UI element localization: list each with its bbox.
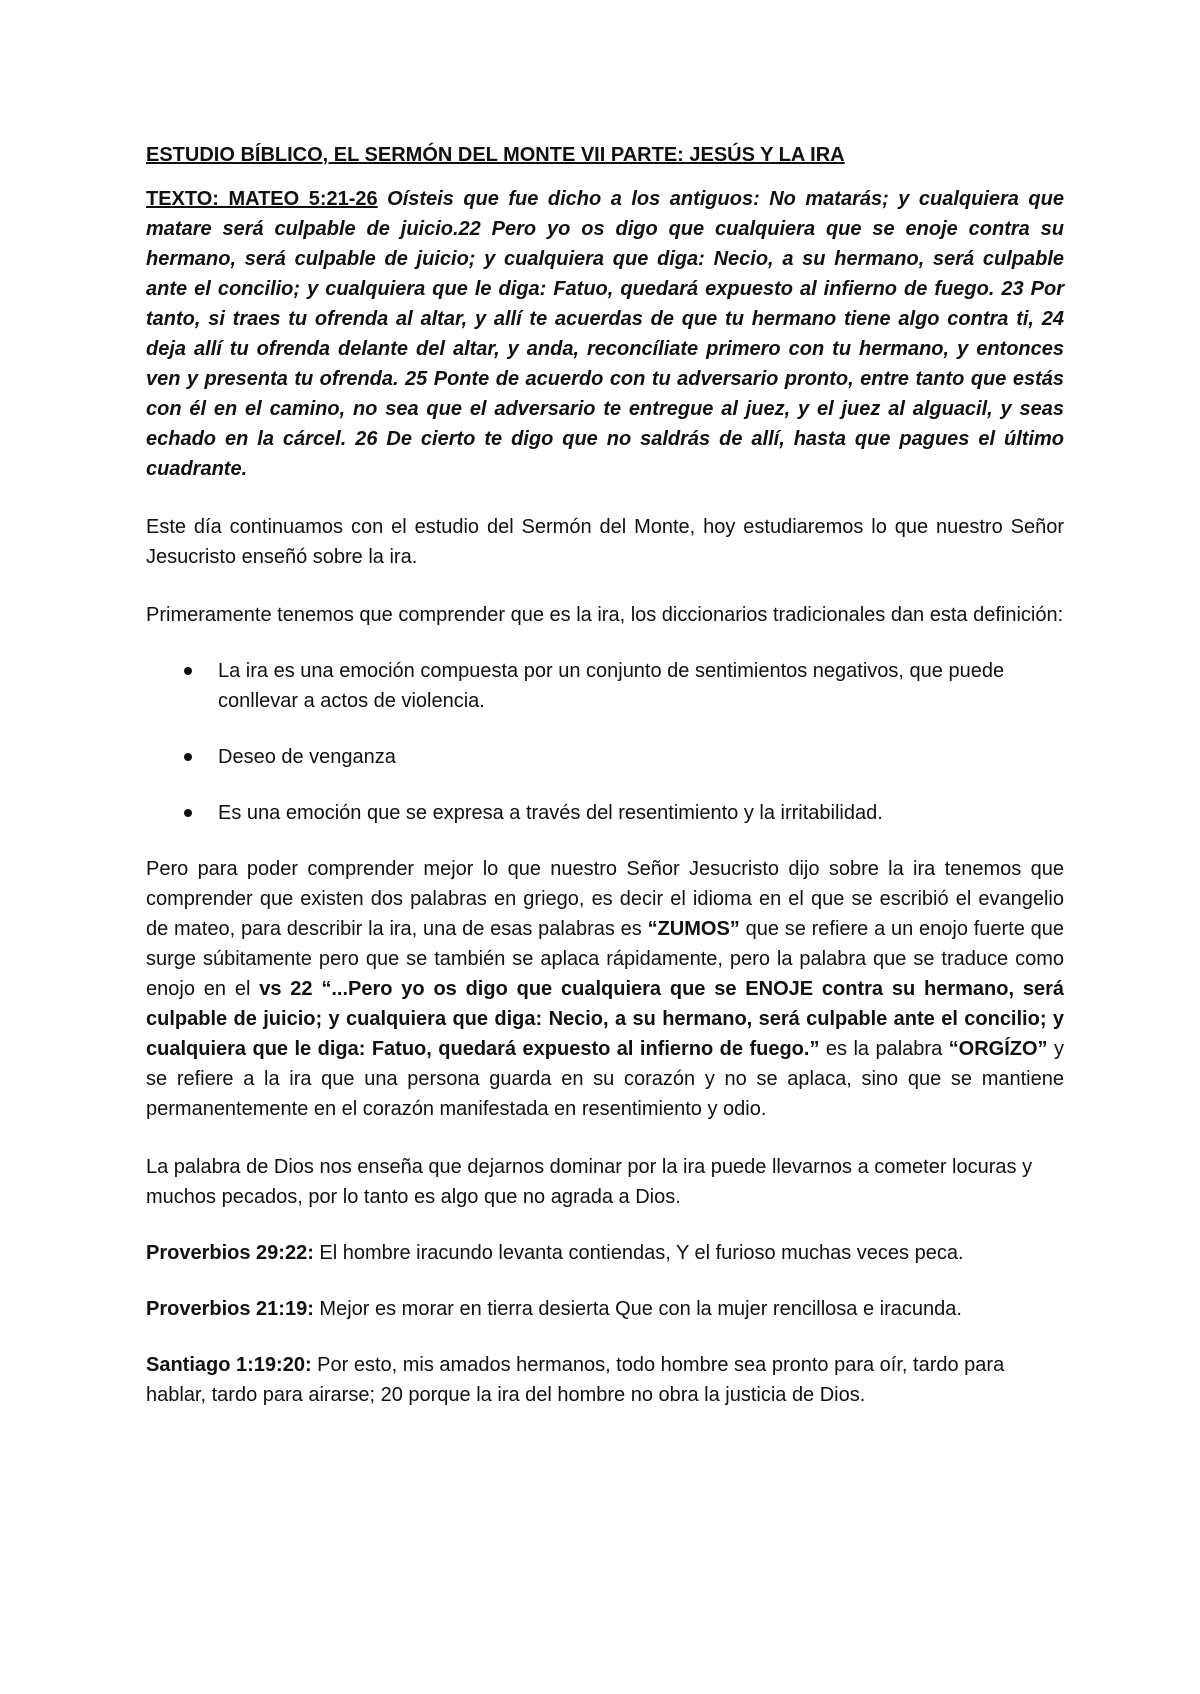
list-item [146,656,1064,716]
dominion-paragraph: La palabra de Dios nos enseña que dejarnos dominar por la ira puede llevarnos a cometer locuras y muchos pecados, por lo tanto es algo que no agrada a Dios. [146,1156,1033,1208]
list-item-text: Es una emoción que se expresa a través del resentimiento y la irritabilidad. [218,802,883,824]
scripture-text: Oísteis que fue dicho a los antiguos: No matarás; y cualquiera que matare será culpable de juicio.22 Pero yo os digo que cualquiera que se enoje contra su hermano, será culpable de juicio; y cualquiera que diga: Necio, a su hermano, será culpable ante el concilio; y cualquiera que le diga: Fatuo, quedará expuesto al infierno de fuego. 23 Por tanto, si traes tu ofrenda al altar, y allí te acuerdas de que tu hermano tiene algo contra ti, 24 deja allí tu ofrenda delante del altar, y anda, reconcíliate primero con tu hermano, y entonces ven y presenta tu ofrenda. 25 Ponte de acuerdo con tu adversario pronto, entre tanto que estás con él en el camino, no sea que el adversario te entregue al juez, y el juez al alguacil, y seas echado en la cárcel. 26 De cierto te digo que no saldrás de allí, hasta que pagues el último cuadrante. [146,188,1064,480]
verse-reference: Santiago 1:19:20: [146,1354,312,1376]
list-item [146,742,1064,772]
verse-paragraph [146,1238,1064,1268]
scripture-reference: TEXTO: MATEO 5:21-26 [146,188,378,210]
intro-paragraph: Este día continuamos con el estudio del Sermón del Monte, hoy estudiaremos lo que nuestro Señor Jesucristo enseñó sobre la ira. [146,516,1064,568]
bullet-icon [184,667,192,675]
greek-text-part: y se refiere a la ira que una persona guarda en su corazón y no se aplaca, sino que se mantiene permanentemente en el corazón manifestada en resentimiento y odio. [146,1038,1064,1120]
verse-text: Mejor es morar en tierra desierta Que con la mujer rencillosa e iracunda. [313,1298,962,1320]
greek-text-part: es la palabra [819,1038,949,1060]
greek-text-part: que se refiere a un enojo fuerte que surge súbitamente pero que se también se aplaca rápidamente, pero la palabra que se traduce como enojo en el [146,918,1064,1000]
bullet-icon [184,753,192,761]
scripture-passage [146,184,1064,484]
list-item-text: Deseo de venganza [218,746,396,768]
list-item-text: La ira es una emoción compuesta por un conjunto de sentimientos negativos, que puede conllevar a actos de violencia. [218,660,1005,712]
definition-intro-paragraph: Primeramente tenemos que comprender que es la ira, los diccionarios tradicionales dan esta definición: [146,604,1064,626]
verse-paragraph [146,1294,1064,1324]
document-page [146,140,1064,1410]
verse-text: El hombre iracundo levanta contiendas, Y el furioso muchas veces peca. [313,1242,964,1264]
verse-text: Por esto, mis amados hermanos, todo hombre sea pronto para oír, tardo para hablar, tardo para airarse; 20 porque la ira del hombre no obra la justicia de Dios. [146,1354,1005,1406]
verse-reference: vs 22 [259,978,313,1000]
greek-words-paragraph [146,854,1064,1124]
verse-quote: “...Pero yo os digo que cualquiera que se ENOJE contra su hermano, será culpable de juicio; y cualquiera que diga: Necio, a su hermano, será culpable ante el concilio; y cualquiera que le diga: Fatuo, quedará expuesto al infierno de fuego.” [146,978,1064,1060]
verse-paragraph [146,1350,1064,1410]
list-item [146,798,1064,828]
definition-list [146,656,1064,828]
greek-word-zumos: “ZUMOS” [647,918,740,940]
document-title: ESTUDIO BÍBLICO, EL SERMÓN DEL MONTE VII PARTE: JESÚS Y LA IRA [146,144,845,166]
greek-word-orgizo: “ORGÍZO” [948,1038,1048,1060]
verse-reference: Proverbios 29:22: [146,1242,314,1264]
bullet-icon [184,809,192,817]
verse-reference: Proverbios 21:19: [146,1298,314,1320]
greek-text-part: Pero para poder comprender mejor lo que nuestro Señor Jesucristo dijo sobre la ira tenemos que comprender que existen dos palabras en griego, es decir el idioma en el que se escribió el evangelio de mateo, para describir la ira, una de esas palabras es [146,858,1064,940]
